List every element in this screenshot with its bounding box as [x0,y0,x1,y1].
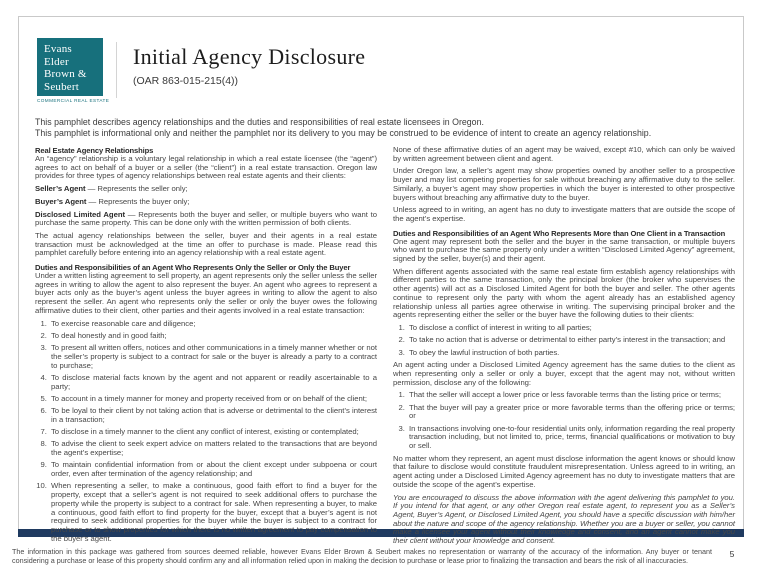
definition-term: Disclosed Limited Agent [35,209,126,219]
page-subtitle: (OAR 863-015-215(4)) [133,75,239,87]
page-title: Initial Agency Disclosure [133,44,366,69]
definition-text: — Represents the seller only; [85,184,188,194]
definition-term: Seller’s Agent [35,184,86,194]
disclosure-restrictions-list [393,391,735,450]
paragraph: No matter whom they represent, an agent must disclose information the agent knows or should know that failure to disclose would constitute fraudulent misrepresentation. Unless agreed to in writing, an agent acting under a Disclosed Limited Agency agreement has no duty to investigate matters that are outside the scope of the agent’s expertise. [393,453,735,489]
intro-line-2: This pamphlet is informational only and neither the pamphlet nor its delivery to you may be construed to be evidence of intent to create an agency relationship. [35,128,652,138]
list-item: 1. To disclose a conflict of interest in writing to all parties; [407,324,735,333]
intro-line-1: This pamphlet describes agency relationships and the duties and responsibilities of real estate licensees in Oregon. [35,117,484,127]
logo-tagline: COMMERCIAL REAL ESTATE [37,99,110,104]
paragraph: An “agency” relationship is a voluntary legal relationship in which a real estate licensee (the “agent”) agrees to act on behalf of a buyer or a seller (the “client”) in a real estate transaction. Oregon law provides for three types of agency relationships between real estate agents and their clients: [35,154,377,181]
affirmative-duties-list [35,320,377,544]
list-item: 9. To maintain confidential information from or about the client except under subpoena or court order, even after termination of the agency relationship; and [49,461,377,478]
footer-disclaimer: The information in this package was gathered from sources deemed reliable, however Evans Elder Brown & Seubert makes no representation or warranty of the accuracy of the information. Any buyer or tenant considering a purchase or lease of this property should confirm any and all information relied upon in making the decision to purchase or lease prior to finalizing the transaction and bears the risk of all inaccuracies. [12,547,712,565]
intro-paragraph [35,117,737,139]
company-logo [37,38,103,96]
list-item: 1. That the seller will accept a lower price or less favorable terms than the listing price or terms; [407,391,735,400]
section-heading-duties-single-client: Duties and Responsibilities of an Agent Who Represents Only the Seller or Only the Buyer [35,263,351,273]
section-heading-agency-relationships: Real Estate Agency Relationships [35,146,154,155]
list-item: 2. That the buyer will pay a greater price or more favorable terms than the offering price or terms; or [407,404,735,421]
definition-buyers-agent [35,198,377,207]
paragraph: An agent acting under a Disclosed Limited Agency agreement has the same duties to the client as when representing only a seller or only a buyer, except that the agent may not, without written permission, disclose any of the following: [393,360,735,387]
closing-advice-paragraph: You are encouraged to discuss the above information with the agent delivering this pamphlet to you. If you intend for that agent, or any other Oregon real estate agent, to represent you as a Seller’s Agent, Buyer’s Agent, or Disclosed Limited Agent, you should have a specific discussion with him/her about the nature and scope of the agency relationship. Whether you are a buyer or seller, you cannot make a licensee your agent without their knowledge and consent, and an agent cannot make you their client without your knowledge and consent. [393,492,735,546]
list-item: 4. To disclose material facts known by the agent and not apparent or readily ascertainable to a party; [49,374,377,391]
definition-disclosed-limited-agent [35,211,377,228]
list-item: 10. When representing a seller, to make a continuous, good faith effort to find a buyer for the property, except that a seller’s agent is not required to seek additional offers to purchase the property while the property is subject to a contract for sale. When representing a buyer, to make a continuous, good faith effort to find property for the buyer, except that a buyer’s agent is not required to seek additional properties for the buyer while the buyer is subject to a contract for purchase or to show properties for which there is no written agreement to pay compensation to the buyer’s agent. [49,482,377,543]
paragraph: Under a written listing agreement to sell property, an agent represents only the seller unless the seller agrees in writing to allow the agent to also represent the buyer. An agent who agrees to represent a buyer acts only as the buyer’s agent unless the buyer agrees in writing to allow the agent to also represent the seller. An agent who represents only the seller or only the buyer owes the following affirmative duties to their client, other parties and their agents involved in a real estate transaction: [35,271,377,315]
list-item: 2. To take no action that is adverse or detrimental to either party’s interest in the transaction; and [407,336,735,345]
logo-name-line: Evans [44,43,72,55]
client-duties-list [393,324,735,357]
header-divider [116,42,117,98]
paragraph: The actual agency relationships between the seller, buyer and their agents in a real estate transaction must be acknowledged at the time an offer to purchase is made. Please read this pamphlet carefully before entering into an agency relationship with a real estate agent. [35,230,377,258]
list-item: 5. To account in a timely manner for money and property received from or on behalf of the client; [49,395,377,404]
right-column [393,146,735,550]
definition-sellers-agent [35,185,377,194]
definition-text: — Represents the buyer only; [86,196,190,206]
paragraph: One agent may represent both the seller and the buyer in the same transaction, or multiple buyers who want to purchase the same property only under a written “Disclosed Limited Agency” agreement, signed by the seller, buyer(s) and their agent. [393,236,735,264]
logo-name-line: Elder [44,55,69,68]
paragraph: None of these affirmative duties of an agent may be waived, except #10, which can only be waived by written agreement between client and agent. [393,145,735,163]
list-item: 8. To advise the client to seek expert advice on matters related to the transactions that are beyond the agent’s expertise; [49,440,377,457]
page-number: 5 [729,549,735,559]
list-item: 2. To deal honestly and in good faith; [49,332,377,341]
two-column-body [35,146,735,550]
paragraph: When different agents associated with the same real estate firm establish agency relationships with different parties to the same transaction, only the principal broker (the broker who supervises the other agents) will act as a Disclosed Limited Agent for both the buyer and seller. The other agents continue to represent only the party with whom the agent already has an established agency relationship unless all parties agree otherwise in writing. The supervising principal broker and the agents representing either the seller or the buyer have the following duties to their clients: [393,266,735,320]
left-column [35,146,377,550]
paragraph: Unless agreed to in writing, an agent has no duty to investigate matters that are outside the scope of the agent’s expertise. [393,205,735,223]
section-heading-duties-multiple-clients: Duties and Responsibilities of an Agent Who Represents More than One Client in a Transaction [393,228,726,238]
list-item: 1. To exercise reasonable care and diligence; [49,320,377,329]
list-item: 3. In transactions involving one-to-four residential units only, information regarding the real property transaction including, but not limited to, price, terms, financial qualifications or motivation to buy or sell. [407,425,735,451]
definition-term: Buyer’s Agent [35,196,87,206]
list-item: 3. To present all written offers, notices and other communications in a timely manner whether or not the seller’s property is subject to a contract for sale or the buyer is already a party to a contract to purchase; [49,344,377,370]
definition-text: — Represents both the buyer and seller, or multiple buyers who want to purchase the same property. This can be done only with the written permission of both clients. [35,209,377,228]
paragraph: Under Oregon law, a seller’s agent may show properties owned by another seller to a prospective buyer and may list competing properties for sale without breaching any affirmative duty to the seller. Similarly, a buyer’s agent may show properties in which the buyer is interested to other prospective buyers without breaching any affirmative duty to the buyer. [393,166,735,202]
list-item: 3. To obey the lawful instruction of both parties. [407,349,735,358]
logo-name-line: Brown & [44,68,87,81]
list-item: 7. To disclose in a timely manner to the client any conflict of interest, existing or contemplated; [49,428,377,437]
logo-name-line: Seubert [44,80,80,93]
list-item: 6. To be loyal to their client by not taking action that is adverse or detrimental to the client’s interest in a transaction; [49,407,377,424]
